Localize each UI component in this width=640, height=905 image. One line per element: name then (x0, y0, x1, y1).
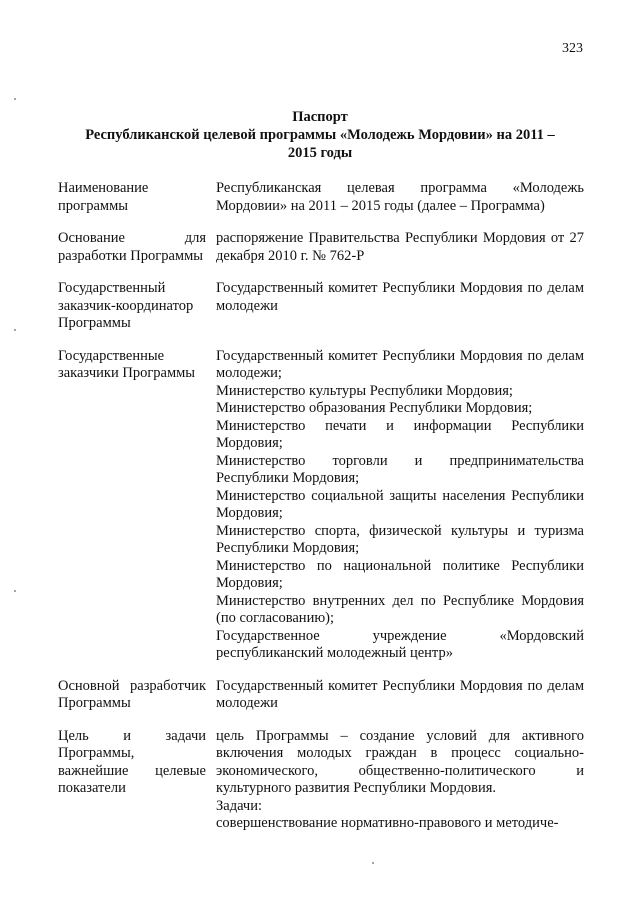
row-label: Наименование программы (58, 180, 149, 214)
scan-speck (372, 862, 374, 864)
row-content (216, 280, 584, 333)
row-program-name (58, 180, 584, 215)
content-paragraph: совершенствование нормативно-правового и методиче- (216, 815, 559, 831)
content-paragraph: Министерство культуры Республики Мордовия; (216, 382, 513, 399)
scan-speck (14, 329, 16, 331)
title-line-2: Республиканской целевой программы «Молодежь Мордовии» на 2011 – (85, 127, 555, 143)
content-paragraph: цель Программы – создание условий для активного включения молодых граждан в процесс социально-экономического, общественно-политического и культурного развития Республики Мордовия. (216, 727, 584, 796)
row-label: Основной разработчик Программы (58, 677, 206, 711)
content-paragraph: Министерство образования Республики Мордовия; (216, 400, 533, 416)
row-goals-tasks (58, 728, 584, 833)
page-number: 323 (562, 41, 583, 56)
row-content (216, 678, 584, 713)
content-paragraph: распоряжение Правительства Республики Мордовия от 27 декабря 2010 г. № 762-Р (216, 230, 584, 264)
scan-speck (14, 590, 16, 592)
content-paragraph: Государственный комитет Республики Мордовия по делам молодежи; (216, 347, 584, 381)
content-paragraph: Государственный комитет Республики Мордовия по делам молодежи (216, 280, 584, 314)
title-line-1: Паспорт (292, 109, 348, 125)
title-line-3: 2015 годы (287, 145, 353, 161)
row-content (216, 180, 584, 215)
content-paragraph: Государственное учреждение «Мордовский республиканский молодежный центр» (216, 627, 584, 661)
content-paragraph: Государственный комитет Республики Мордовия по делам молодежи (216, 677, 584, 711)
content-paragraph: Министерство по национальной политике Республики Мордовия; (216, 557, 584, 591)
content-paragraph: Министерство спорта, физической культуры и туризма Республики Мордовия; (216, 522, 584, 556)
passport-title (40, 108, 600, 162)
row-label: Государственный заказчик-координатор Программы (58, 280, 194, 331)
content-paragraph: Министерство социальной защиты населения Республики Мордовия; (216, 487, 584, 521)
row-basis (58, 230, 584, 265)
row-content (216, 728, 584, 833)
content-paragraph: Республиканская целевая программа «Молодежь Мордовии» на 2011 – 2015 годы (далее – Программа) (216, 180, 584, 214)
row-content (216, 348, 584, 663)
row-label: Цель и задачи Программы, важнейшие целевые показатели (58, 727, 206, 796)
passport-table (58, 180, 584, 848)
row-content (216, 230, 584, 265)
row-customers (58, 348, 584, 663)
content-paragraph: Министерство торговли и предпринимательства Республики Мордовия; (216, 452, 584, 486)
row-label: Основание для разработки Программы (58, 230, 206, 264)
row-customer-coordinator (58, 280, 584, 333)
scan-speck (14, 98, 16, 100)
content-paragraph: Задачи: (216, 797, 263, 814)
row-label: Государственные заказчики Программы (58, 347, 196, 381)
content-paragraph: Министерство внутренних дел по Республике Мордовия (по согласованию); (216, 592, 584, 626)
content-paragraph: Министерство печати и информации Республики Мордовия; (216, 417, 584, 451)
row-main-developer (58, 678, 584, 713)
